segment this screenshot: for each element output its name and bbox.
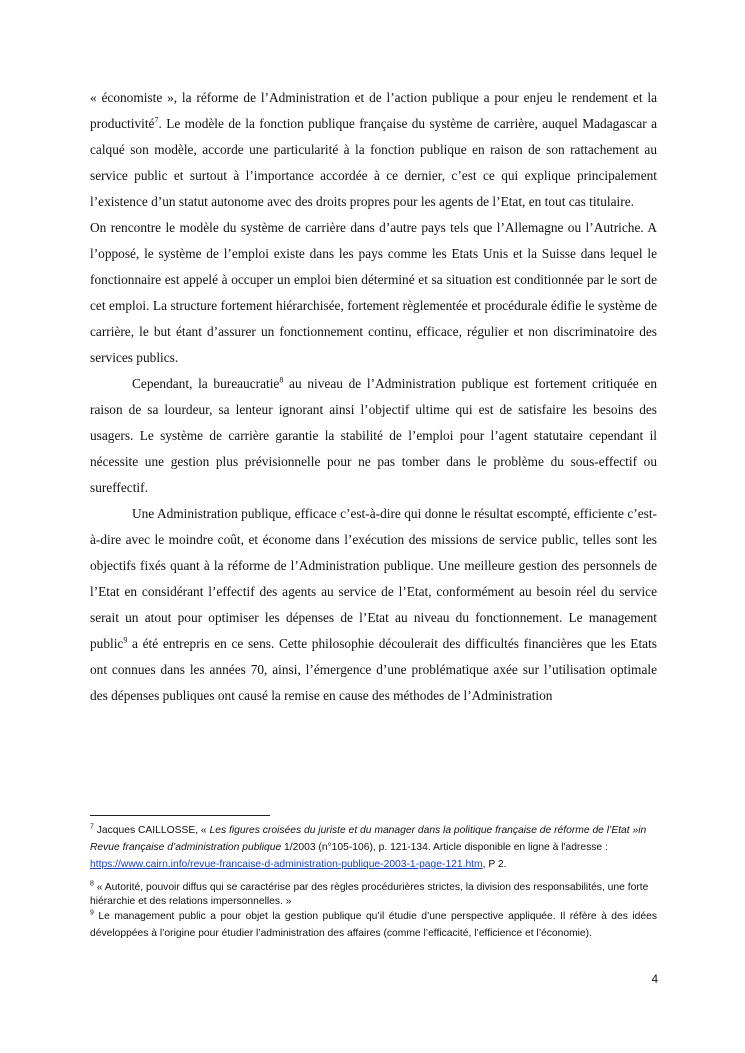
footnotes bbox=[90, 822, 657, 942]
footnote-7 bbox=[90, 822, 657, 873]
footnote-9 bbox=[90, 908, 657, 942]
footnote-9-number: 9 bbox=[90, 909, 94, 917]
footnote-7-title: Les figures croisées du juriste et du manager dans la politique française de réforme de l’Etat »in Revue française d’administration publique bbox=[90, 825, 647, 853]
paragraph-4 bbox=[90, 501, 657, 709]
footnote-8-number: 8 bbox=[90, 880, 94, 888]
paragraph-3-text-a: Cependant, la bureaucratie bbox=[132, 376, 280, 391]
footnote-ref-9[interactable]: 9 bbox=[123, 635, 128, 645]
footnote-8 bbox=[90, 881, 657, 908]
footnote-7-details: 1/2003 (n°105-106), p. 121-134. Article disponible en ligne à l'adresse : bbox=[281, 842, 608, 853]
footnote-7-link[interactable]: https://www.cairn.info/revue-francaise-d-administration-publique-2003-1-page-121.htm bbox=[90, 859, 483, 870]
paragraph-3 bbox=[90, 371, 657, 501]
footnote-8-text: « Autorité, pouvoir diffus qui se caractérise par des règles procédurières strictes, la division des responsabilités, une forte hiérarchie et des relations impersonnelles. » bbox=[90, 882, 649, 907]
footnote-ref-7[interactable]: 7 bbox=[154, 115, 159, 125]
paragraph-4-text-b: a été entrepris en ce sens. Cette philosophie découlerait des difficultés financières que les Etats ont connues dans les années 70, ainsi, l’émergence d’une problématique axée sur l’utilisation optimale des dépenses publiques ont causé la remise en cause des méthodes de l’Administration bbox=[90, 636, 657, 703]
footnote-separator bbox=[90, 815, 270, 816]
footnote-ref-8[interactable]: 8 bbox=[279, 375, 284, 385]
paragraph-1 bbox=[90, 85, 657, 215]
footnote-7-number: 7 bbox=[90, 823, 94, 831]
footnote-7-author: Jacques CAILLOSSE, « bbox=[93, 825, 210, 836]
footnote-9-text: Le management public a pour objet la gestion publique qu’il étudie d’une perspective appliquée. Il réfère à des idées développées à l’origine pour étudier l’administration des affaires (comme l’efficacité, l’efficience et l’économie). bbox=[90, 911, 657, 939]
paragraph-3-text-b: au niveau de l’Administration publique est fortement critiquée en raison de sa lourdeur, sa lenteur ignorant ainsi l’objectif ultime qui est de satisfaire les besoins des usagers. Le système de carrière garantie la stabilité de l’emploi pour l’agent statutaire cependant il nécessite une gestion plus prévisionnelle pour ne pas tomber dans le problème du sous-effectif ou sureffectif. bbox=[90, 376, 657, 495]
page-number: 4 bbox=[651, 974, 658, 986]
paragraph-1-text-b: . Le modèle de la fonction publique française du système de carrière, auquel Madagascar a calqué son modèle, accorde une particularité à la fonction publique en raison de son rattachement au service public et surtout à l’importance accordée à ce dernier, c’est ce qui explique principalement l’existence d’un statut autonome avec des droits propres pour les agents de l’Etat, en tout cas titulaire. bbox=[90, 116, 657, 209]
paragraph-1-text-a: « économiste », la réforme de l’Administration et de l’action publique a pour enjeu le rendement et la productivité bbox=[90, 90, 657, 131]
paragraph-4-text-a: Une Administration publique, efficace c’est-à-dire qui donne le résultat escompté, efficiente c’est-à-dire avec le moindre coût, et économe dans l’exécution des missions de service public, telles sont les objectifs fixés quant à la réforme de l’Administration publique. Une meilleure gestion des personnels de l’Etat en considérant l’effectif des agents au service de l’Etat, conformément au besoin réel du service serait un atout pour optimiser les dépenses de l’Etat au niveau du fonctionnement. Le management public bbox=[90, 506, 657, 651]
paragraph-2: On rencontre le modèle du système de carrière dans d’autre pays tels que l’Allemagne ou l’Autriche. A l’opposé, le système de l’emploi existe dans les pays comme les Etats Unis et la Suisse dans lequel le fonctionnaire est appelé à occuper un emploi bien déterminé et sa situation est conditionnée par le sort de cet emploi. La structure fortement hiérarchisée, fortement règlementée et procédurale édifie le système de carrière, le but étant d’assurer un fonctionnement continu, efficace, régulier et non discriminatoire des services publics. bbox=[90, 220, 657, 365]
body-text bbox=[90, 85, 657, 709]
footnote-7-page: , P 2. bbox=[482, 859, 507, 870]
